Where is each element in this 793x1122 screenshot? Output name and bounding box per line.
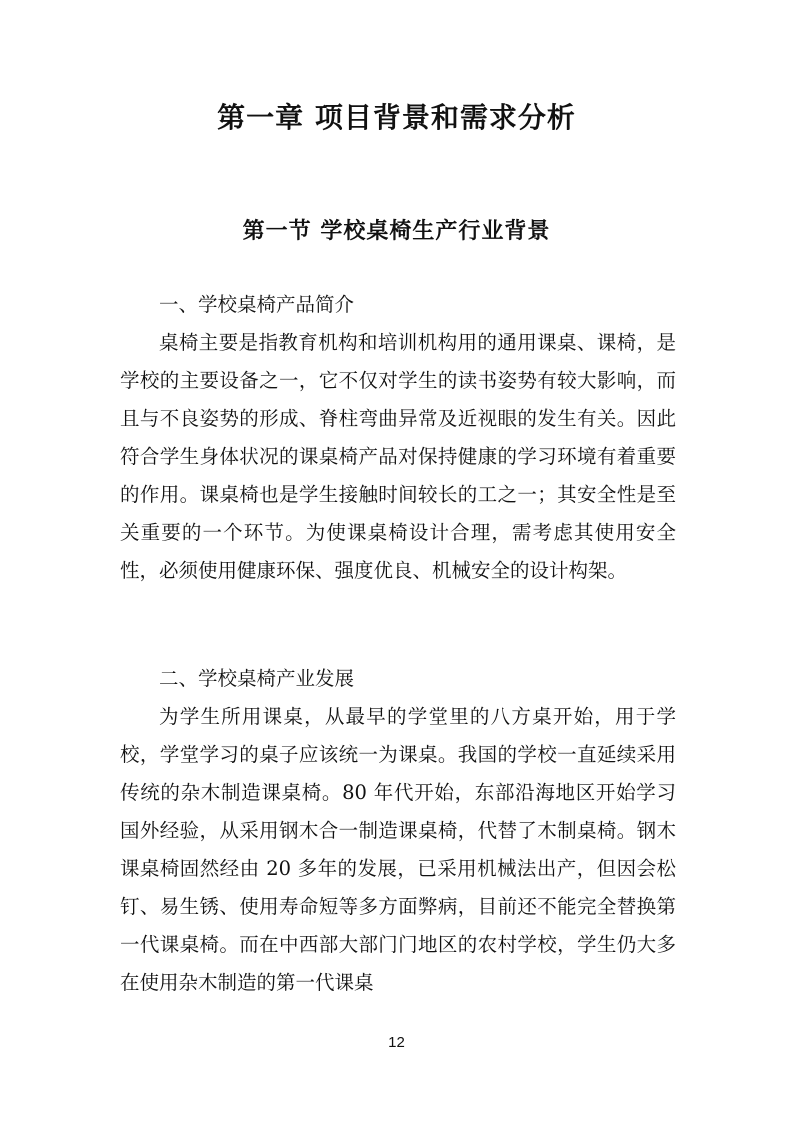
section-title: 第一节 学校桌椅生产行业背景 [242,219,551,244]
page-number: 12 [388,1034,405,1051]
subsection-heading: 一、学校桌椅产品简介 [159,293,355,316]
body-paragraph: 为学生所用课桌，从最早的学堂里的八方桌开始，用于学校，学堂学习的桌子应该统一为课桌。我国的学校一直延续采用传统的杂木制造课桌椅。80 年代开始，东部沿海地区开始学习国外经验，从采用钢木合一制造课桌椅，代替了木制桌椅。钢木课桌椅固然经由 20 多年的发展，已采用机械法出产，但因会松钉、易生锈、使用寿命短等多方面弊病，目前还不能完全替换第一代课桌椅。而在中西部大部门门地区的农村学校，学生仍大多在使用杂木制造的第一代课桌 [120,705,676,994]
subsection-industry-development [120,660,676,1002]
chapter-title: 第一章 项目背景和需求分析 [217,101,576,134]
body-paragraph: 桌椅主要是指教育机构和培训机构用的通用课桌、课椅，是学校的主要设备之一，它不仅对学生的读书姿势有较大影响，而且与不良姿势的形成、脊柱弯曲异常及近视眼的发生有关。因此符合学生身体状况的课桌椅产品对保持健康的学习环境有着重要的作用。课桌椅也是学生接触时间较长的工之一；其安全性是至关重要的一个环节。为使课桌椅设计合理，需考虑其使用安全性，必须使用健康环保、强度优良、机械安全的设计构架。 [120,331,676,582]
subsection-product-intro [120,286,676,590]
subsection-heading: 二、学校桌椅产业发展 [159,667,355,690]
